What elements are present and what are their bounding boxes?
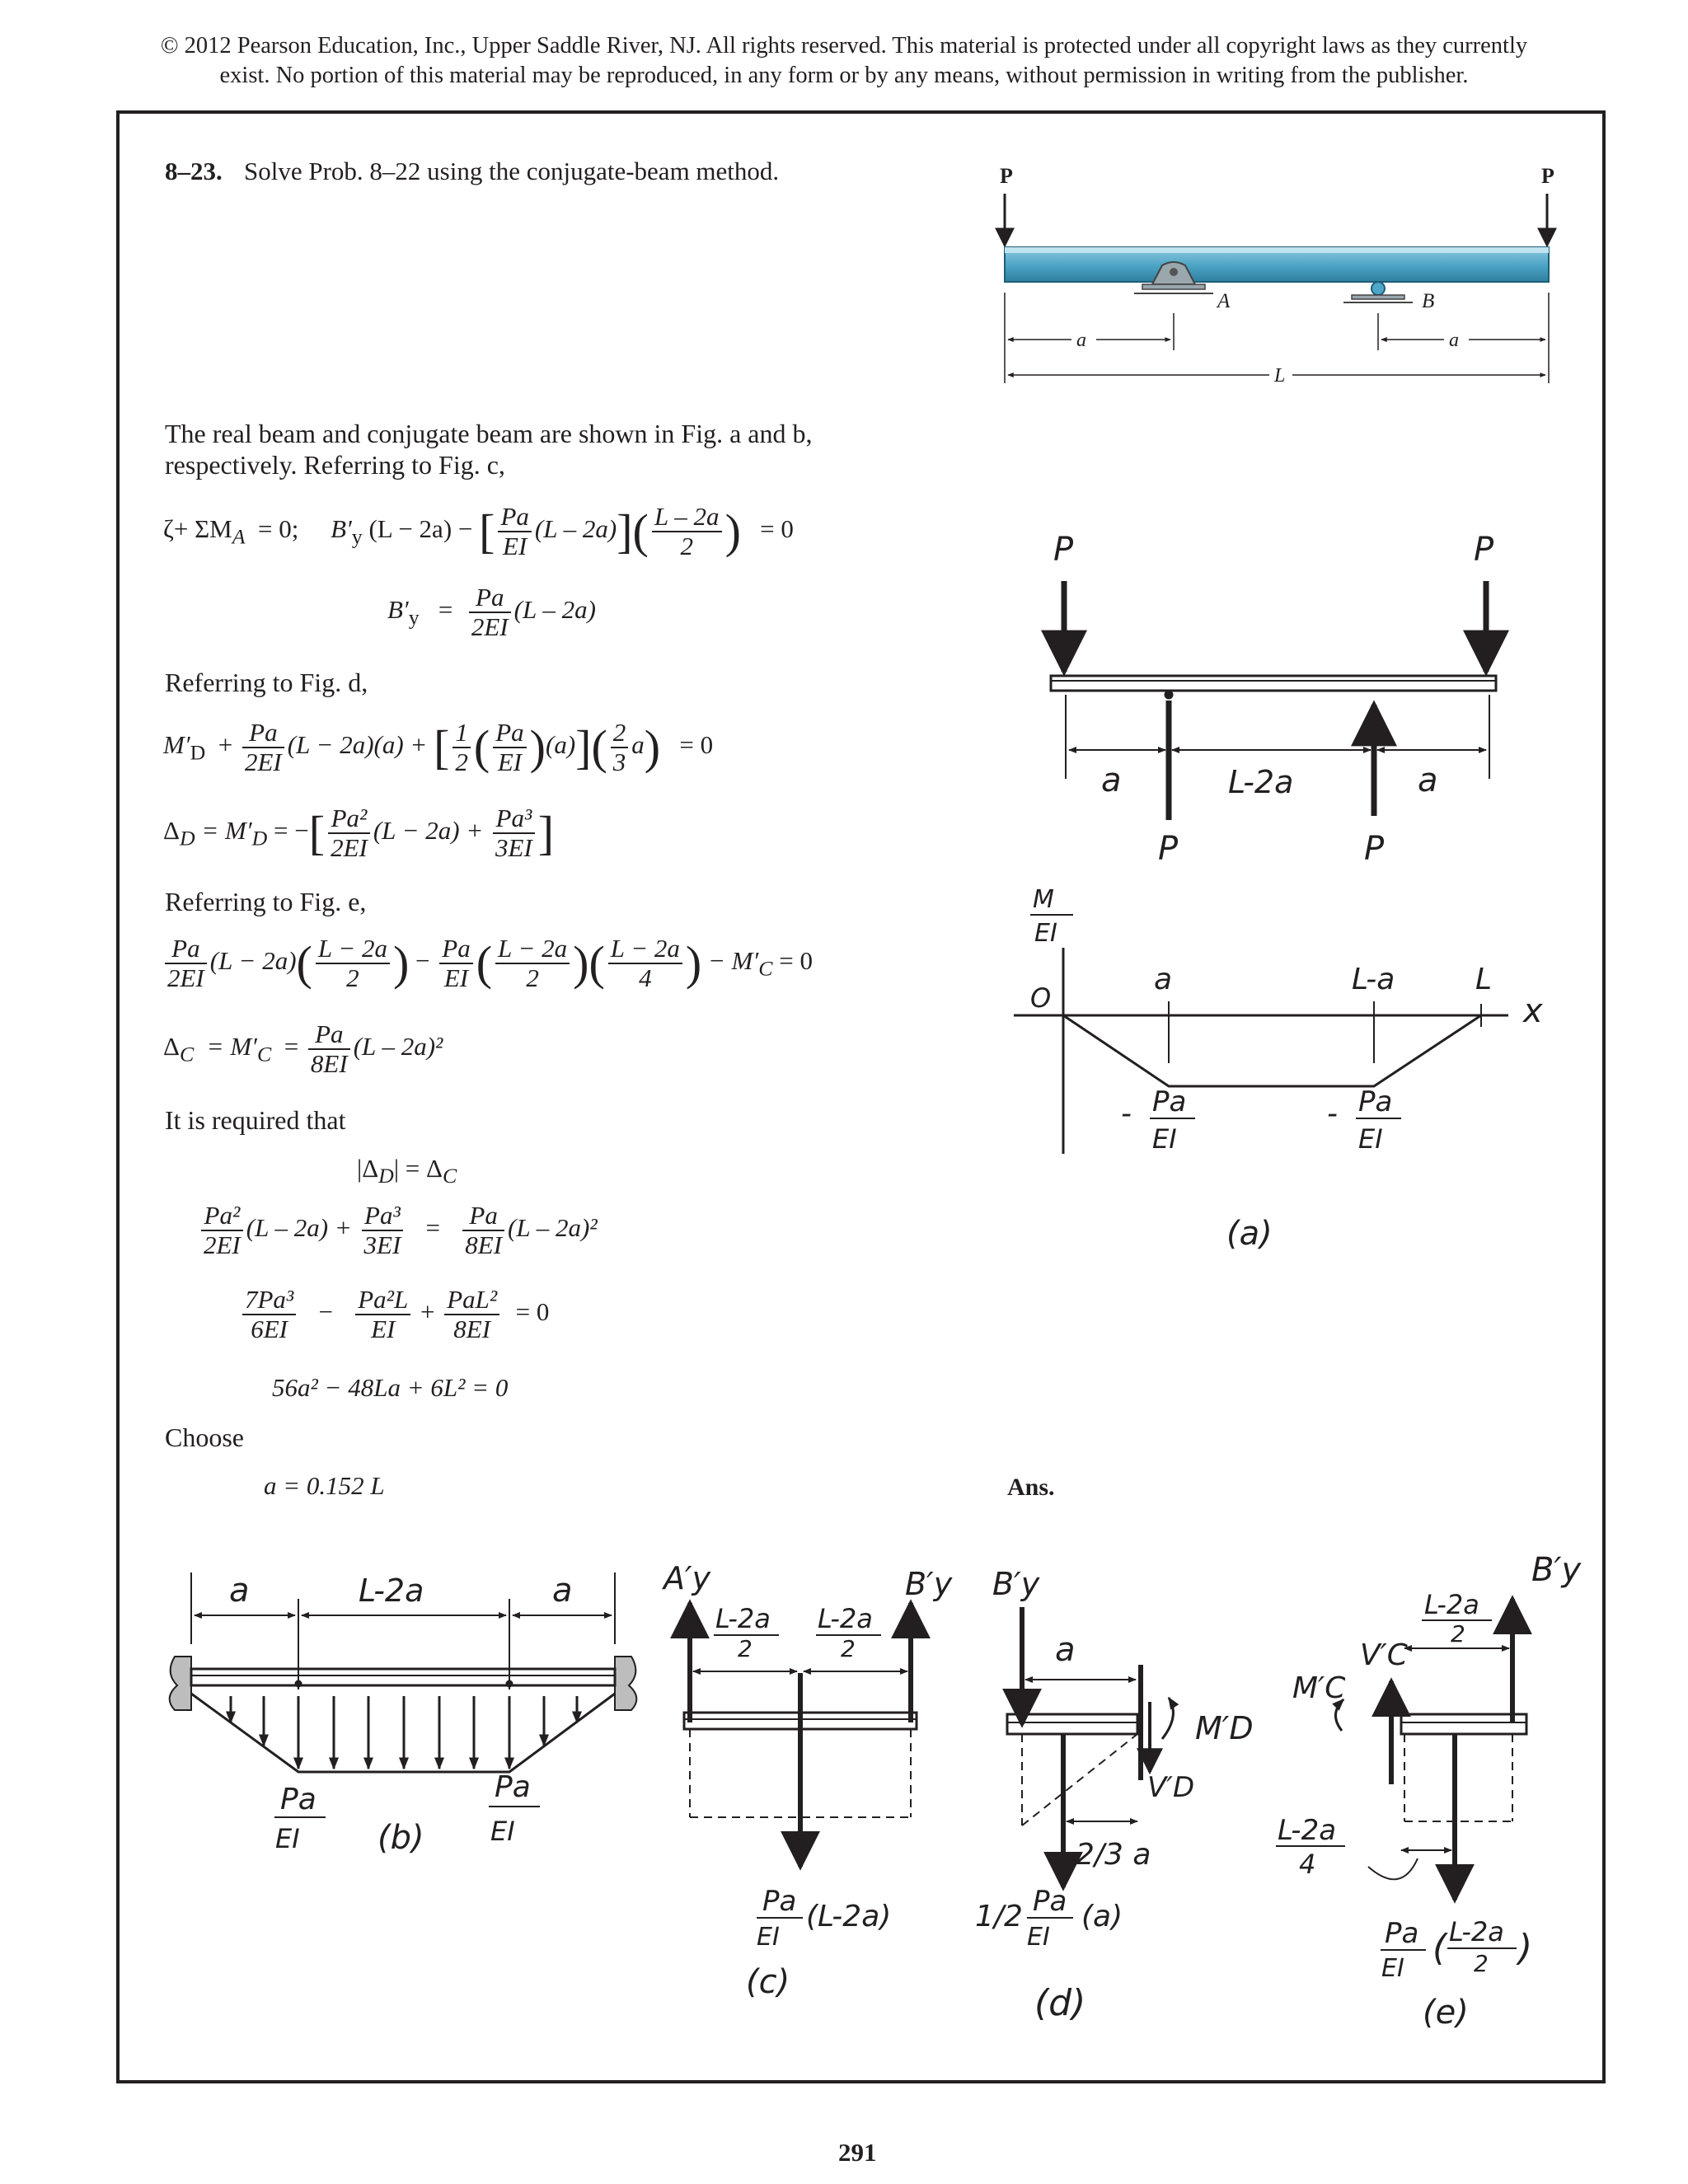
eq3-den1: 2EI <box>245 748 282 776</box>
fig-a-val2-num: Pa <box>1358 1085 1393 1118</box>
fig-e-VC: V′C <box>1360 1638 1408 1672</box>
eq9-rhs: = 0 <box>515 1297 550 1327</box>
copyright-line-1: © 2012 Pearson Education, Inc., Upper Saddle River, NJ. All rights reserved. This material is protected under all copyright laws as they currently <box>160 33 1528 59</box>
eq1-term: (L − 2a) − <box>368 514 473 544</box>
fig-a-origin: O <box>1030 982 1052 1014</box>
eq1-paren1: (L – 2a) <box>534 514 617 544</box>
top-dim-a-right: a <box>1449 330 1459 351</box>
fig-a-axis-x: x <box>1523 992 1543 1030</box>
fig-b-wall-left <box>170 1657 191 1710</box>
eq8-num1: Pa² <box>201 1202 243 1231</box>
eq6-den: 8EI <box>310 1049 348 1078</box>
eq1-num1: Pa <box>498 503 531 532</box>
fig-a-val-sign-2: - <box>1327 1097 1338 1131</box>
fig-a-P3: P <box>1158 830 1179 868</box>
eq4-eq-sub: D <box>251 826 268 851</box>
required-text: It is required that <box>165 1105 346 1135</box>
eq5-den1: 2EI <box>167 963 204 992</box>
equation-moment-sum-A: $\zeta+ \Sigma M_A = 0$; $B'_y$ (L − 2a) − [ $\frac{Pa}{EI}$ (L – 2a)]( $\frac{L - 2a}{2}$ ) = 0 <box>163 502 794 560</box>
eq4-num2: Pa³ <box>493 804 535 834</box>
fig-e-caption: (e) <box>1423 1994 1469 2032</box>
eq1-by: B′ <box>331 514 352 544</box>
answer-label: Ans. <box>1007 1474 1055 1501</box>
fig-d-beam <box>1007 1714 1137 1734</box>
eq10: 56a² − 48La + 6L² = 0 <box>272 1373 509 1402</box>
fig-c-half2-den: 2 <box>841 1635 856 1662</box>
fig-b-load1-den: EI <box>275 1823 300 1854</box>
fig-b-hinge-2 <box>506 1680 513 1687</box>
fig-e-paren-close: ) <box>1518 1927 1533 1969</box>
fig-a-dim-a1: a <box>1101 762 1122 799</box>
figure-e <box>1276 1551 1582 2032</box>
eq1-mid: = 0; <box>257 514 299 544</box>
eq9-num1: 7Pa³ <box>242 1286 296 1315</box>
fig-d-caption: (d) <box>1034 1982 1086 2024</box>
eq3-num2: Pa <box>493 719 526 748</box>
eq9-minus: − <box>318 1297 333 1327</box>
fig-e-quarter-num: L-2a <box>1278 1814 1337 1847</box>
eq5-num5: L − 2a <box>608 935 682 964</box>
fig-e-load-paren-den: 2 <box>1474 1950 1489 1977</box>
fig-e-beam <box>1401 1714 1526 1734</box>
eq7-sub: D <box>378 1164 394 1188</box>
fig-b-dim-a2: a <box>552 1572 573 1610</box>
figure-a <box>1014 531 1543 1253</box>
eq1-lhs: ζ+ ΣM <box>163 514 232 544</box>
fig-a-P2: P <box>1474 531 1494 569</box>
eq1-by-sub: y <box>351 524 363 549</box>
fig-d-VD: V′D <box>1147 1771 1195 1804</box>
eq4-mid: (L − 2a) + <box>373 816 484 846</box>
figure-d <box>975 1566 1254 2024</box>
eq1-num2: L – 2a <box>652 503 722 532</box>
eq5-den2: 2 <box>346 963 359 992</box>
fig-d-dash-diag <box>1022 1734 1137 1825</box>
eq4-num1: Pa² <box>328 804 370 834</box>
fig-c-By: B′y <box>905 1566 953 1602</box>
top-label-A: A <box>1217 290 1231 312</box>
fig-d-load-num: Pa <box>1033 1885 1067 1918</box>
eq1-sub: A <box>232 524 246 549</box>
fig-d-moment-arrow <box>1162 1698 1173 1739</box>
fig-c-load-rest: (L-2a) <box>806 1900 892 1933</box>
fig-a-caption: (a) <box>1226 1215 1273 1253</box>
fig-e-quarter-den: 4 <box>1299 1849 1316 1880</box>
fig-a-val2-den: EI <box>1358 1123 1383 1155</box>
problem-statement: Solve Prob. 8–22 using the conjugate-beam method. <box>244 157 780 185</box>
fig-b-caption: (b) <box>377 1819 424 1857</box>
page-number: 291 <box>838 2138 877 2167</box>
fig-d-two-thirds: 2/3 a <box>1076 1838 1151 1872</box>
eq6-eq: = M′ <box>206 1032 257 1062</box>
eq3-half-num: 1 <box>452 719 471 748</box>
eq1-den2: 2 <box>680 532 693 560</box>
fig-b-dim-mid: L-2a <box>359 1572 424 1609</box>
eq3-den2: EI <box>497 748 523 776</box>
eq1-den1: EI <box>503 532 528 560</box>
eq2-den: 2EI <box>471 612 509 641</box>
roller-support-B <box>1343 282 1413 302</box>
equation-moment-D: $M'_D$ + $\frac{Pa}{2EI}$ (L − 2a)(a) + [ $\frac{1}{2}$ ( $\frac{Pa}{EI}$ )(a)]( $\frac{2}{3}$ a) = 0 <box>163 718 714 776</box>
choose-text: Choose <box>165 1422 244 1452</box>
eq5-num2: L − 2a <box>316 935 390 964</box>
problem-number: 8–23. <box>165 157 223 185</box>
eq4-sub: D <box>179 826 195 851</box>
fig-a-tick-L: L <box>1475 963 1493 996</box>
eq2-rest: (L – 2a) <box>513 595 596 625</box>
eq3-half-den: 2 <box>455 748 468 776</box>
eq3-plus: + <box>218 730 233 760</box>
fig-a-val-sign-1: - <box>1121 1097 1132 1131</box>
eq5-rhs: − M′ <box>707 946 759 976</box>
fig-b-wall-right <box>615 1657 636 1710</box>
eq4-lhs: Δ <box>163 816 180 846</box>
eq1-rhs: = 0 <box>760 514 794 544</box>
fig-c-load-num: Pa <box>762 1885 797 1918</box>
fig-c-half2-num: L-2a <box>818 1603 873 1634</box>
eq8-p3: (L – 2a)² <box>508 1213 598 1243</box>
eq9-num2: Pa²L <box>355 1286 410 1315</box>
fig-a-tick-a: a <box>1154 963 1173 996</box>
fig-c-load-den: EI <box>757 1923 780 1952</box>
eq5-num4: L − 2a <box>495 935 570 964</box>
eq4-den1: 2EI <box>331 833 368 862</box>
eq2-lhs: B′ <box>387 595 409 625</box>
eq6-num: Pa <box>308 1020 350 1050</box>
fig-a-P1: P <box>1053 531 1074 569</box>
top-beam-figure <box>1000 164 1554 387</box>
eq7-rest: | = Δ <box>393 1154 443 1183</box>
eq3-third-a: a <box>631 730 645 760</box>
eq8-num2: Pa³ <box>362 1202 404 1231</box>
eq3-rhs: = 0 <box>679 730 714 760</box>
fig-e-load-num: Pa <box>1385 1917 1419 1950</box>
fig-a-axis-EI: EI <box>1034 919 1057 948</box>
figure-c <box>661 1560 953 2001</box>
eq2-num: Pa <box>469 583 511 613</box>
eq7-sub2: C <box>442 1164 457 1188</box>
eq3-lhs: M′ <box>163 730 190 760</box>
fig-d-By: B′y <box>992 1566 1040 1602</box>
solution-intro-line-1: The real beam and conjugate beam are shown in Fig. a and b, <box>165 419 813 448</box>
eq9-den2: EI <box>371 1315 396 1343</box>
eq3-sub: D <box>190 740 206 765</box>
fig-a-moment-curve <box>1063 1015 1481 1086</box>
eq3-mid: (L − 2a)(a) + <box>287 730 428 760</box>
eq3-third-den: 3 <box>612 748 626 776</box>
eq5-den5: 4 <box>639 963 652 992</box>
ref-fig-d-text: Referring to Fig. d, <box>165 668 368 697</box>
fig-c-half1-num: L-2a <box>715 1603 771 1634</box>
copyright-line-2: exist. No portion of this material may be reproduced, in any form or by any means, without permission in writing from the publisher. <box>219 63 1469 88</box>
eq6-rest: (L – 2a)² <box>353 1032 443 1062</box>
eq3-third-num: 2 <box>611 719 629 748</box>
eq3-a: (a) <box>546 730 576 760</box>
fig-a-tick-La: L-a <box>1352 963 1395 996</box>
fig-b-load2-num: Pa <box>495 1770 531 1804</box>
fig-e-MC: M′C <box>1292 1671 1346 1705</box>
fig-a-dim-a2: a <box>1418 762 1438 799</box>
fig-d-dim-a: a <box>1055 1631 1076 1669</box>
top-dim-a-left: a <box>1076 330 1086 351</box>
fig-b-beam <box>191 1669 615 1685</box>
eq5-rhs-end: = 0 <box>779 946 813 976</box>
top-beam-highlight <box>1005 247 1549 253</box>
fig-c-half1-den: 2 <box>738 1635 753 1662</box>
fig-e-half-num: L-2a <box>1424 1589 1479 1620</box>
eq9-den3: 8EI <box>453 1315 491 1343</box>
eq9-plus: + <box>420 1297 435 1327</box>
eq5-rhs-sub: C <box>758 956 773 981</box>
eq6-eq2: = <box>284 1032 299 1062</box>
equation-delta-D: $\Delta_D = M'_D$ = −[ $\frac{\text{Pa²}}{2EI}$ (L − 2a) + $\frac{\text{Pa³}}{3EI}$ ] <box>163 804 555 862</box>
fig-b-load2-den: EI <box>490 1816 515 1847</box>
fig-d-MD: M′D <box>1195 1710 1254 1746</box>
fig-a-beam <box>1051 676 1496 691</box>
fig-a-support-pin <box>1165 691 1173 699</box>
fig-a-axis-M: M <box>1033 885 1054 914</box>
eq6-lhs: Δ <box>163 1032 180 1062</box>
eq8-den1: 2EI <box>204 1230 241 1259</box>
eq5-den4: 2 <box>526 963 539 992</box>
fig-d-load-rest: (a) <box>1081 1900 1123 1933</box>
top-P-right: P <box>1541 164 1554 188</box>
fig-e-load-paren-num: L-2a <box>1449 1916 1504 1947</box>
eq4-den2: 3EI <box>495 833 532 862</box>
fig-c-Ay: A′y <box>663 1560 711 1596</box>
eq8-den3: 8EI <box>465 1230 503 1259</box>
top-label-B: B <box>1422 290 1435 312</box>
top-dim-L: L <box>1274 365 1286 387</box>
fig-d-load-half: 1/2 <box>975 1900 1023 1933</box>
eq5-den3: EI <box>443 963 469 992</box>
figure-b <box>170 1572 637 1857</box>
eq3-num1: Pa <box>242 719 284 748</box>
eq9-num3: PaL² <box>444 1286 499 1315</box>
eq2-lhs-sub: y <box>408 605 420 630</box>
top-P-left: P <box>1000 164 1013 188</box>
eq9-den1: 6EI <box>251 1315 288 1343</box>
eq8-num3: Pa <box>462 1202 504 1231</box>
fig-e-load-den: EI <box>1381 1954 1404 1983</box>
fig-a-P4: P <box>1364 830 1385 868</box>
fig-c-caption: (c) <box>746 1963 790 2001</box>
eq5-p1: (L − 2a) <box>209 946 297 976</box>
eq6-sub: C <box>179 1042 195 1066</box>
fig-e-dim-quarter-leader <box>1368 1858 1418 1879</box>
answer-value-text: a = 0.152 L <box>264 1471 385 1500</box>
fig-e-By: B′y <box>1531 1551 1582 1589</box>
eq2-eq: = <box>438 595 453 625</box>
fig-d-load-den: EI <box>1027 1923 1050 1952</box>
fig-a-dim-mid: L-2a <box>1228 764 1294 800</box>
fig-e-paren-open: ( <box>1432 1927 1447 1969</box>
eq6-eq-sub: C <box>256 1042 272 1066</box>
eq5-num3: Pa <box>439 935 472 964</box>
equation-moment-C: $\frac{Pa}{2EI}$ (L − 2a)( $\frac{L - 2a}{2}$ ) − $\frac{Pa}{EI}$ ( $\frac{L - 2a}{2}$ )( $\frac{L - 2a}{4}$ ) − $M'_C = 0$ <box>162 935 813 992</box>
eq8-eq: = <box>425 1213 441 1243</box>
fig-a-val1-num: Pa <box>1152 1085 1187 1118</box>
fig-b-dim-a1: a <box>229 1572 250 1610</box>
eq8-den2: 3EI <box>363 1230 401 1259</box>
eq8-p1: (L – 2a) + <box>246 1213 352 1243</box>
eq7: |Δ <box>357 1154 379 1183</box>
fig-b-load1-num: Pa <box>280 1783 316 1816</box>
eq4-eq: = M′ <box>201 816 252 846</box>
fig-e-half-den: 2 <box>1451 1620 1465 1647</box>
solution-intro-line-2: respectively. Referring to Fig. c, <box>165 450 505 480</box>
eq4-minus: = − <box>274 816 309 846</box>
fig-a-val1-den: EI <box>1152 1123 1177 1155</box>
fig-b-hinge-1 <box>295 1680 302 1687</box>
eq5-num1: Pa <box>165 935 207 964</box>
ref-fig-e-text: Referring to Fig. e, <box>165 887 367 916</box>
eq5-minus: − <box>415 946 430 976</box>
